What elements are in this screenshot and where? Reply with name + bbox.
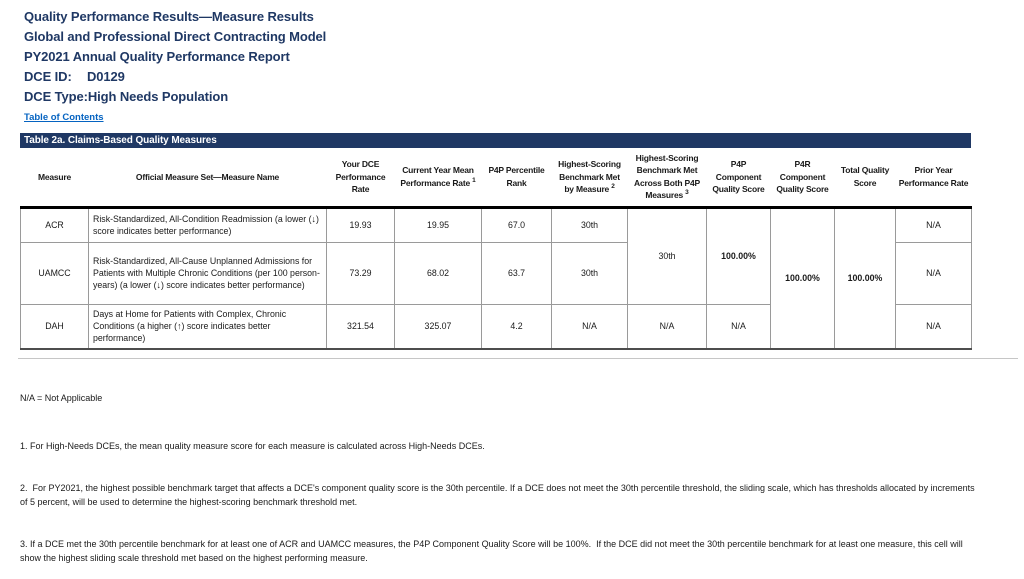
col-header-benchmark-met-across-p4p: Highest-Scoring Benchmark Met Across Both P4P Measures $^3$ — [628, 148, 707, 207]
benchmark-met-across-both-p4p: 30th — [628, 207, 707, 304]
acr-prior-year-rate: N/A — [896, 207, 972, 242]
footnotes-section — [20, 363, 978, 579]
dah-measure-id: DAH — [21, 304, 89, 349]
acr-benchmark-met: 30th — [552, 207, 628, 242]
total-quality-score: 100.00% — [835, 207, 896, 349]
col-header-current-year-mean-rate: Current Year Mean Performance Rate $^1$ — [395, 148, 482, 207]
table-header-row — [21, 148, 972, 207]
report-model-line: Global and Professional Direct Contracting Model — [24, 29, 327, 44]
footnote-separator-rule — [18, 358, 1018, 359]
uamcc-prior-year-rate: N/A — [896, 242, 972, 304]
acr-p4p-percentile-rank: 67.0 — [482, 207, 552, 242]
col-header-benchmark-met-by-measure: Highest-Scoring Benchmark Met by Measure $^2$ — [552, 148, 628, 207]
footnote-2: 2. For PY2021, the highest possible benchmark target that affects a DCE's component quality score is the 30th percentile. If a DCE does not meet the 30th percentile threshold, the sliding scale, which has thresholds allocated by increments of 5 percent, will be used to determine the highest-scoring benchmark threshold met. — [20, 483, 978, 507]
uamcc-measure-id: UAMCC — [21, 242, 89, 304]
col-header-total-quality-score: Total Quality Score — [835, 148, 896, 207]
acr-measure-name: Risk-Standardized, All-Condition Readmission (a lower (↓) score indicates better performance) — [89, 207, 327, 242]
dah-benchmark-met: N/A — [552, 304, 628, 349]
report-title: Quality Performance Results—Measure Results — [24, 9, 314, 24]
footnote-3: 3. If a DCE met the 30th percentile benchmark for at least one of ACR and UAMCC measures, the P4P Component Quality Score will be 100%. If the DCE did not meet the 30th percentile benchmark for at least one measure, this cell will show the highest sliding scale threshold met based on the highest performing measure. — [20, 539, 966, 563]
acr-current-year-mean-rate: 19.95 — [395, 207, 482, 242]
table-of-contents-link[interactable]: Table of Contents — [24, 112, 104, 123]
uamcc-current-year-mean-rate: 68.02 — [395, 242, 482, 304]
report-header — [0, 0, 1024, 125]
dah-measure-name: Days at Home for Patients with Complex, Chronic Conditions (a higher (↑) score indicates better performance) — [89, 304, 327, 349]
col-header-your-dce-rate: Your DCE Performance Rate — [327, 148, 395, 207]
footnote-1: 1. For High-Needs DCEs, the mean quality measure score for each measure is calculated across High-Needs DCEs. — [20, 441, 485, 451]
dce-id-label: DCE ID: — [24, 69, 72, 84]
uamcc-benchmark-met: 30th — [552, 242, 628, 304]
uamcc-your-dce-rate: 73.29 — [327, 242, 395, 304]
dah-p4p-component-score: N/A — [707, 304, 771, 349]
dah-your-dce-rate: 321.54 — [327, 304, 395, 349]
col-header-p4r-component-score: P4R Component Quality Score — [771, 148, 835, 207]
table-caption-bar: Table 2a. Claims-Based Quality Measures — [20, 133, 971, 148]
acr-your-dce-rate: 19.93 — [327, 207, 395, 242]
uamcc-p4p-percentile-rank: 63.7 — [482, 242, 552, 304]
footnote-na-definition: N/A = Not Applicable — [20, 393, 103, 403]
dce-type-value: High Needs Population — [87, 89, 229, 104]
report-period-line: PY2021 Annual Quality Performance Report — [24, 49, 290, 64]
p4p-component-quality-score: 100.00% — [707, 207, 771, 304]
col-header-prior-year-rate: Prior Year Performance Rate — [896, 148, 972, 207]
col-header-measure: Measure — [21, 148, 89, 207]
acr-measure-id: ACR — [21, 207, 89, 242]
dah-current-year-mean-rate: 325.07 — [395, 304, 482, 349]
measure-row-acr — [21, 207, 972, 242]
col-header-p4p-percentile-rank: P4P Percentile Rank — [482, 148, 552, 207]
dah-p4p-percentile-rank: 4.2 — [482, 304, 552, 349]
dah-benchmark-met-across-both: N/A — [628, 304, 707, 349]
col-header-p4p-component-score: P4P Component Quality Score — [707, 148, 771, 207]
dce-type-row — [24, 87, 1024, 107]
dce-id-value: D0129 — [87, 69, 125, 84]
p4r-component-quality-score: 100.00% — [771, 207, 835, 349]
dce-type-label: DCE Type: — [24, 89, 88, 104]
uamcc-measure-name: Risk-Standardized, All-Cause Unplanned Admissions for Patients with Multiple Chronic Conditions (per 100 person-years) (a lower (↓) score indicates better performance) — [89, 242, 327, 304]
dce-id-row — [24, 67, 1024, 87]
dah-prior-year-rate: N/A — [896, 304, 972, 349]
claims-quality-measures-table — [20, 148, 972, 350]
col-header-measure-name: Official Measure Set—Measure Name — [89, 148, 327, 207]
